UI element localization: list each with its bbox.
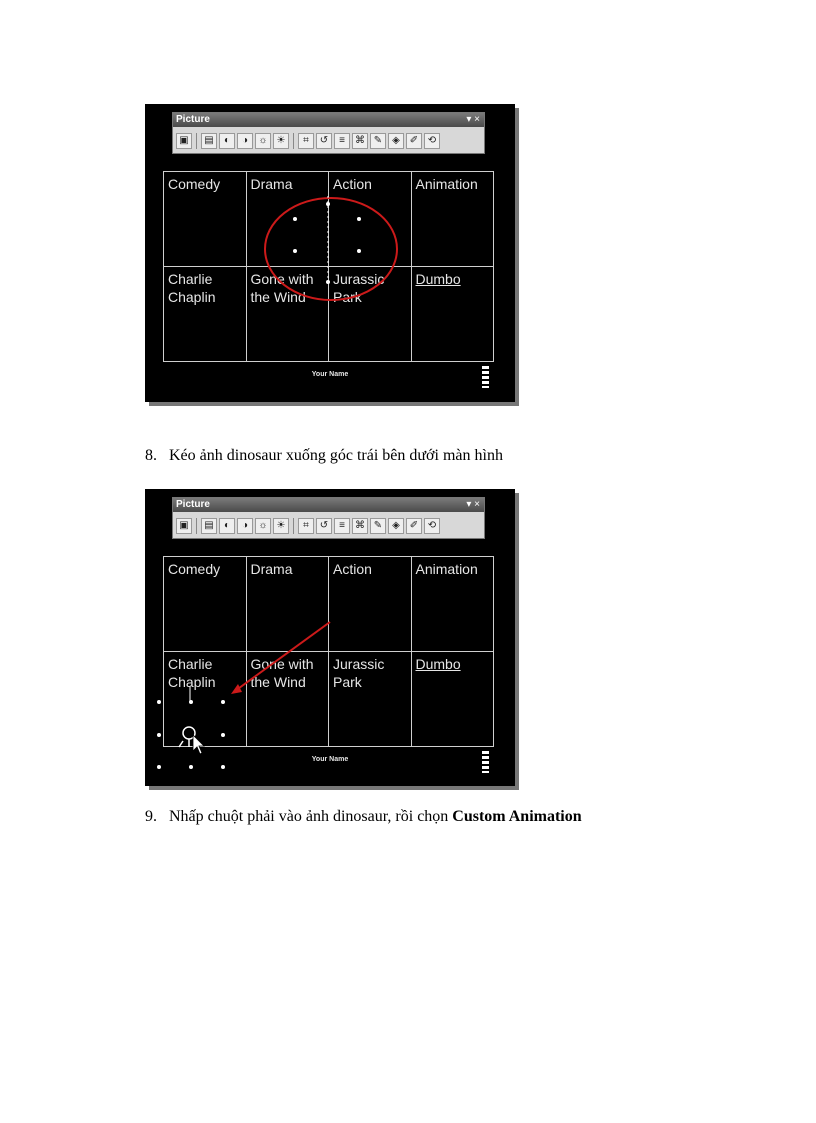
reset-picture-icon[interactable]: ⟲	[424, 518, 440, 534]
less-contrast-icon[interactable]: ◑	[237, 518, 253, 534]
more-contrast-icon[interactable]: ◐	[219, 518, 235, 534]
recolor-icon[interactable]: ✎	[370, 133, 386, 149]
compress-icon[interactable]: ⌘	[352, 518, 368, 534]
mouse-cursor-icon	[193, 735, 204, 754]
drag-arrowhead	[231, 684, 242, 694]
table-cell: Gone with the Wind	[247, 652, 330, 747]
line-style-icon[interactable]: ≡	[334, 133, 350, 149]
more-contrast-icon[interactable]: ◐	[219, 133, 235, 149]
color-icon[interactable]: ▤	[201, 518, 217, 534]
table-cell: Animation	[412, 557, 495, 652]
footer-your-name: Your Name	[311, 371, 349, 378]
table-cell: Action	[329, 172, 412, 267]
table-cell: Animation	[412, 172, 495, 267]
table-cell: Drama	[247, 172, 330, 267]
dumbo-link[interactable]: Dumbo	[415, 271, 461, 287]
less-contrast-icon[interactable]: ◑	[237, 133, 253, 149]
reset-picture-icon[interactable]: ⟲	[424, 133, 440, 149]
table-cell: Charlie Chaplin	[164, 267, 247, 362]
table-cell: Charlie Chaplin	[164, 652, 247, 747]
compress-icon[interactable]: ⌘	[352, 133, 368, 149]
set-transparent-icon[interactable]: ✐	[406, 133, 422, 149]
scroll-indicator	[482, 366, 489, 388]
step-text: Nhấp chuột phải vào ảnh dinosaur, rồi chọn	[169, 808, 453, 825]
step-number: 9.	[145, 808, 157, 825]
format-picture-icon[interactable]: ◈	[388, 518, 404, 534]
toolbar-title: Picture	[173, 113, 484, 127]
step-8	[145, 446, 503, 466]
toolbar-title: Picture	[173, 498, 484, 512]
step-number: 8.	[145, 447, 157, 464]
highlight-circle	[265, 198, 397, 300]
recolor-icon[interactable]: ✎	[370, 518, 386, 534]
table-cell: Drama	[247, 557, 330, 652]
scroll-indicator	[482, 751, 489, 773]
annotation-layer	[145, 104, 515, 402]
table-cell: Jurassic Park	[329, 652, 412, 747]
format-picture-icon[interactable]: ◈	[388, 133, 404, 149]
toolbar-controls[interactable]: ▾ ×	[466, 114, 480, 125]
crop-icon[interactable]: ⌗	[298, 518, 314, 534]
more-brightness-icon[interactable]: ☼	[255, 518, 271, 534]
set-transparent-icon[interactable]: ✐	[406, 518, 422, 534]
less-brightness-icon[interactable]: ☀	[273, 518, 289, 534]
dumbo-link[interactable]: Dumbo	[415, 656, 461, 672]
insert-picture-icon[interactable]: ▣	[176, 518, 192, 534]
insert-picture-icon[interactable]: ▣	[176, 133, 192, 149]
step-text: Kéo ảnh dinosaur xuống góc trái bên dưới màn hình	[169, 447, 503, 464]
step-9	[145, 807, 582, 827]
annotation-layer	[145, 489, 515, 786]
table-cell: Action	[329, 557, 412, 652]
rotate-icon[interactable]: ↺	[316, 518, 332, 534]
rotate-icon[interactable]: ↺	[316, 133, 332, 149]
more-brightness-icon[interactable]: ☼	[255, 133, 271, 149]
step-bold-text: Custom Animation	[452, 808, 582, 825]
less-brightness-icon[interactable]: ☀	[273, 133, 289, 149]
screenshot-1	[145, 104, 515, 402]
table-cell: Comedy	[164, 557, 247, 652]
table-cell: Jurassic Park	[329, 267, 412, 362]
table-cell: Gone with the Wind	[247, 267, 330, 362]
footer-your-name: Your Name	[311, 756, 349, 763]
toolbar-controls[interactable]: ▾ ×	[466, 499, 480, 510]
crop-icon[interactable]: ⌗	[298, 133, 314, 149]
drag-arrow	[235, 622, 330, 691]
screenshot-2	[145, 489, 515, 786]
line-style-icon[interactable]: ≡	[334, 518, 350, 534]
color-icon[interactable]: ▤	[201, 133, 217, 149]
table-cell: Comedy	[164, 172, 247, 267]
